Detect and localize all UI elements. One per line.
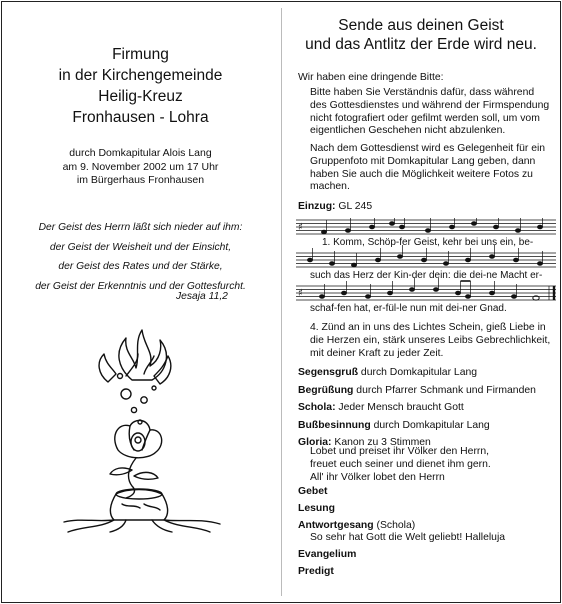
fold-divider (281, 8, 282, 596)
paragraph-line: haben Sie auch die Möglichkeit weitere Fotos zu (310, 168, 533, 180)
verse-line: die Herzen ein, stärk unseres Leibs Gebrechlichkeit, (310, 334, 551, 346)
program-label: Schola: (298, 402, 336, 413)
paragraph-line: machen. (310, 181, 350, 193)
hymn-lyrics-line: such das Herz der Kin-der dein: die dei-ne Macht er- (310, 270, 543, 281)
program-label: Einzug: (298, 201, 336, 212)
gloria-canon-text (310, 446, 491, 484)
program-label: Begrüßung (298, 384, 354, 396)
gebet-heading: Gebet (298, 486, 328, 497)
paragraph-line: des Gottesdienstes und während der Firmspendung (310, 99, 550, 111)
holy-spirit-flame-drawing (14, 318, 249, 536)
paragraph-line: nicht fotografiert oder gefilmt werden soll, um vom (310, 112, 540, 124)
quote-line: der Geist des Rates und der Stärke, (58, 261, 223, 272)
music-staff (296, 218, 556, 234)
hymn-lyrics-line: 1. Komm, Schöp-fer Geist, kehr bei uns ein, be- (322, 237, 534, 248)
info-line: am 9. November 2002 um 17 Uhr (62, 160, 219, 173)
program-item (298, 364, 536, 382)
bible-quote (0, 218, 281, 296)
program-label: Segensgruß (298, 367, 359, 378)
einzug-line (298, 201, 372, 214)
predigt-heading: Predigt (298, 566, 334, 577)
program-text: durch Pfarrer Schmank und Firmanden (353, 384, 536, 396)
title-line: Fronhausen - Lohra (72, 109, 209, 126)
paragraph-line: Gruppenfoto mit Domkapitular Lang geben, dann (310, 155, 536, 167)
info-line: im Bürgerhaus Fronhausen (76, 174, 205, 186)
left-title-block (0, 44, 281, 128)
verse-line: mit deiner Kraft zu jeder Zeit. (310, 347, 444, 359)
program-item (298, 399, 536, 417)
paragraph-line: Nach dem Gottesdienst wird es Gelegenheit für ein (310, 143, 546, 154)
hymn-sheet-music (296, 218, 558, 316)
program-text: (Schola) (373, 520, 416, 531)
gloria-line: Lobet und preiset ihr Völker den Herrn, (310, 446, 490, 457)
paragraph-line: eigentlichen Geschehen nicht abzulenken. (310, 125, 506, 137)
title-line: in der Kirchengemeinde (58, 67, 223, 84)
photo-request-paragraph (310, 87, 549, 138)
hymn-lyrics-line: schaf-fen hat, er-fül-le nun mit dei-ner Gnad. (310, 303, 507, 314)
title-line: Firmung (112, 46, 169, 63)
quote-line: der Geist der Erkenntnis und der Gottesfurcht. (35, 280, 246, 292)
info-line: durch Domkapitular Alois Lang (69, 147, 212, 159)
title-line: und das Antlitz der Erde wird neu. (305, 36, 537, 53)
antwortgesang-text: So sehr hat Gott die Welt geliebt! Halleluja (310, 532, 506, 543)
program-text: Jeder Mensch braucht Gott (335, 402, 464, 413)
program-text: Kanon zu 3 Stimmen (331, 437, 431, 448)
antwortgesang-line (298, 520, 415, 533)
program-label: Antwortgesang (298, 520, 374, 531)
gloria-line: freuet euch seiner und dienet ihm gern. (310, 458, 491, 470)
program-text: GL 245 (335, 201, 373, 212)
gloria-line: All' ihr Völker lobet den Herrn (310, 471, 445, 483)
evangelium-heading: Evangelium (298, 549, 357, 560)
program-item (298, 382, 536, 400)
intro-line: Wir haben eine dringende Bitte: (298, 72, 444, 83)
celebrant-info (0, 147, 281, 188)
quote-reference: Jesaja 11,2 (176, 291, 228, 302)
group-photo-paragraph (310, 143, 545, 194)
program-item (298, 417, 536, 435)
paragraph-line: Bitte haben Sie Verständnis dafür, dass während (310, 87, 535, 98)
svg-text:♯: ♯ (298, 288, 303, 299)
quote-line: der Geist der Weisheit und der Einsicht, (49, 241, 232, 253)
program-list (298, 364, 536, 452)
quote-line: Der Geist des Herrn läßt sich nieder auf ihm: (38, 222, 243, 233)
program-text: durch Domkapitular Lang (358, 367, 478, 378)
svg-text:♯: ♯ (298, 222, 303, 233)
title-line: Heilig-Kreuz (98, 88, 183, 105)
verse-line: 4. Zünd an in uns des Lichtes Schein, gieß Liebe in (310, 322, 546, 333)
title-line: Sende aus deinen Geist (338, 17, 504, 34)
program-label: Gloria: (298, 437, 332, 448)
program-label: Bußbesinnung (298, 419, 371, 431)
right-title (282, 16, 560, 54)
verse-4 (310, 322, 550, 360)
lesung-heading: Lesung (298, 503, 335, 514)
program-text: durch Domkapitular Lang (370, 419, 490, 431)
